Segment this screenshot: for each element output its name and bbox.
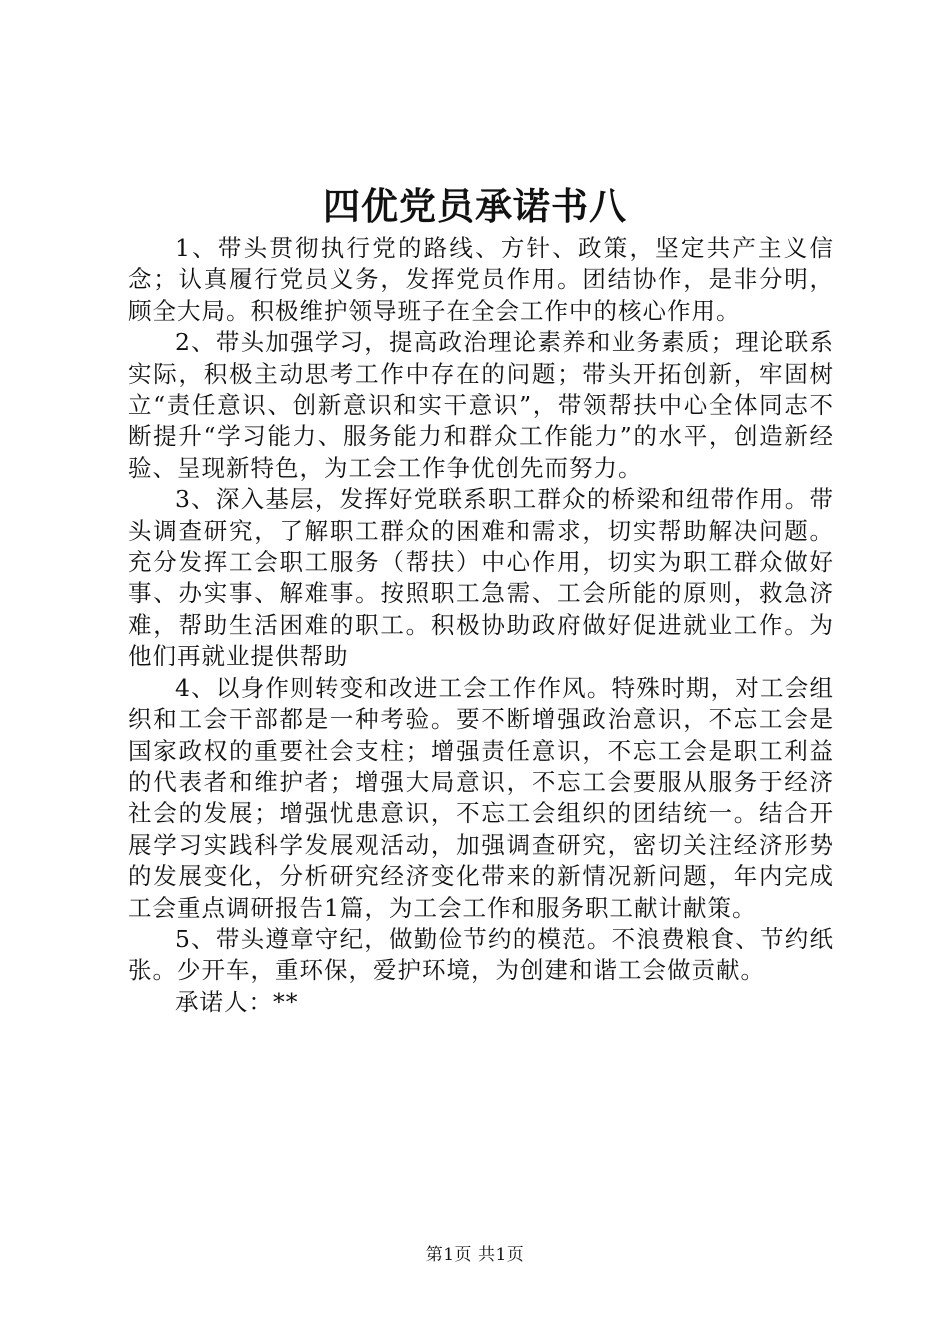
paragraph-3: 3、深入基层，发挥好党联系职工群众的桥梁和纽带作用。带头调查研究，了解职工群众的困难和需求，切实帮助解决问题。充分发挥工会职工服务（帮扶）中心作用，切实为职工群众做好事、办实事、解难事。按照职工急需、工会所能的原则，救急济难，帮助生活困难的职工。积极协助政府做好促进就业工作。为他们再就业提供帮助: [128, 485, 834, 671]
paragraph-4: 4、以身作则转变和改进工会工作作风。特殊时期，对工会组织和工会干部都是一种考验。要不断增强政治意识，不忘工会是国家政权的重要社会支柱；增强责任意识，不忘工会是职工利益的代表者和维护者；增强大局意识，不忘工会要服从服务于经济社会的发展；增强忧患意识，不忘工会组织的团结统一。结合开展学习实践科学发展观活动，加强调查研究，密切关注经济形势的发展变化，分析研究经济变化带来的新情况新问题，年内完成工会重点调研报告1篇，为工会工作和服务职工献计献策。: [128, 673, 834, 922]
paragraph-1: 1、带头贯彻执行党的路线、方针、政策，坚定共产主义信念；认真履行党员义务，发挥党员作用。团结协作，是非分明，顾全大局。积极维护领导班子在全会工作中的核心作用。: [128, 234, 834, 325]
signer-line: 承诺人：**: [175, 987, 299, 1016]
page-footer: 第1页 共1页: [425, 1245, 525, 1265]
paragraph-5: 5、带头遵章守纪，做勤俭节约的模范。不浪费粮食、节约纸张。少开车，重环保，爱护环境，为创建和谐工会做贡献。: [128, 924, 834, 985]
document-body: [128, 233, 834, 1018]
paragraph-2: 2、带头加强学习，提高政治理论素养和业务素质；理论联系实际，积极主动思考工作中存在的问题；带头开拓创新，牢固树立“责任意识、创新意识和实干意识”，带领帮扶中心全体同志不断提升“学习能力、服务能力和群众工作能力”的水平，创造新经验、呈现新特色，为工会工作争优创先而努力。: [128, 328, 834, 482]
document-title: 四优党员承诺书八: [323, 184, 627, 228]
